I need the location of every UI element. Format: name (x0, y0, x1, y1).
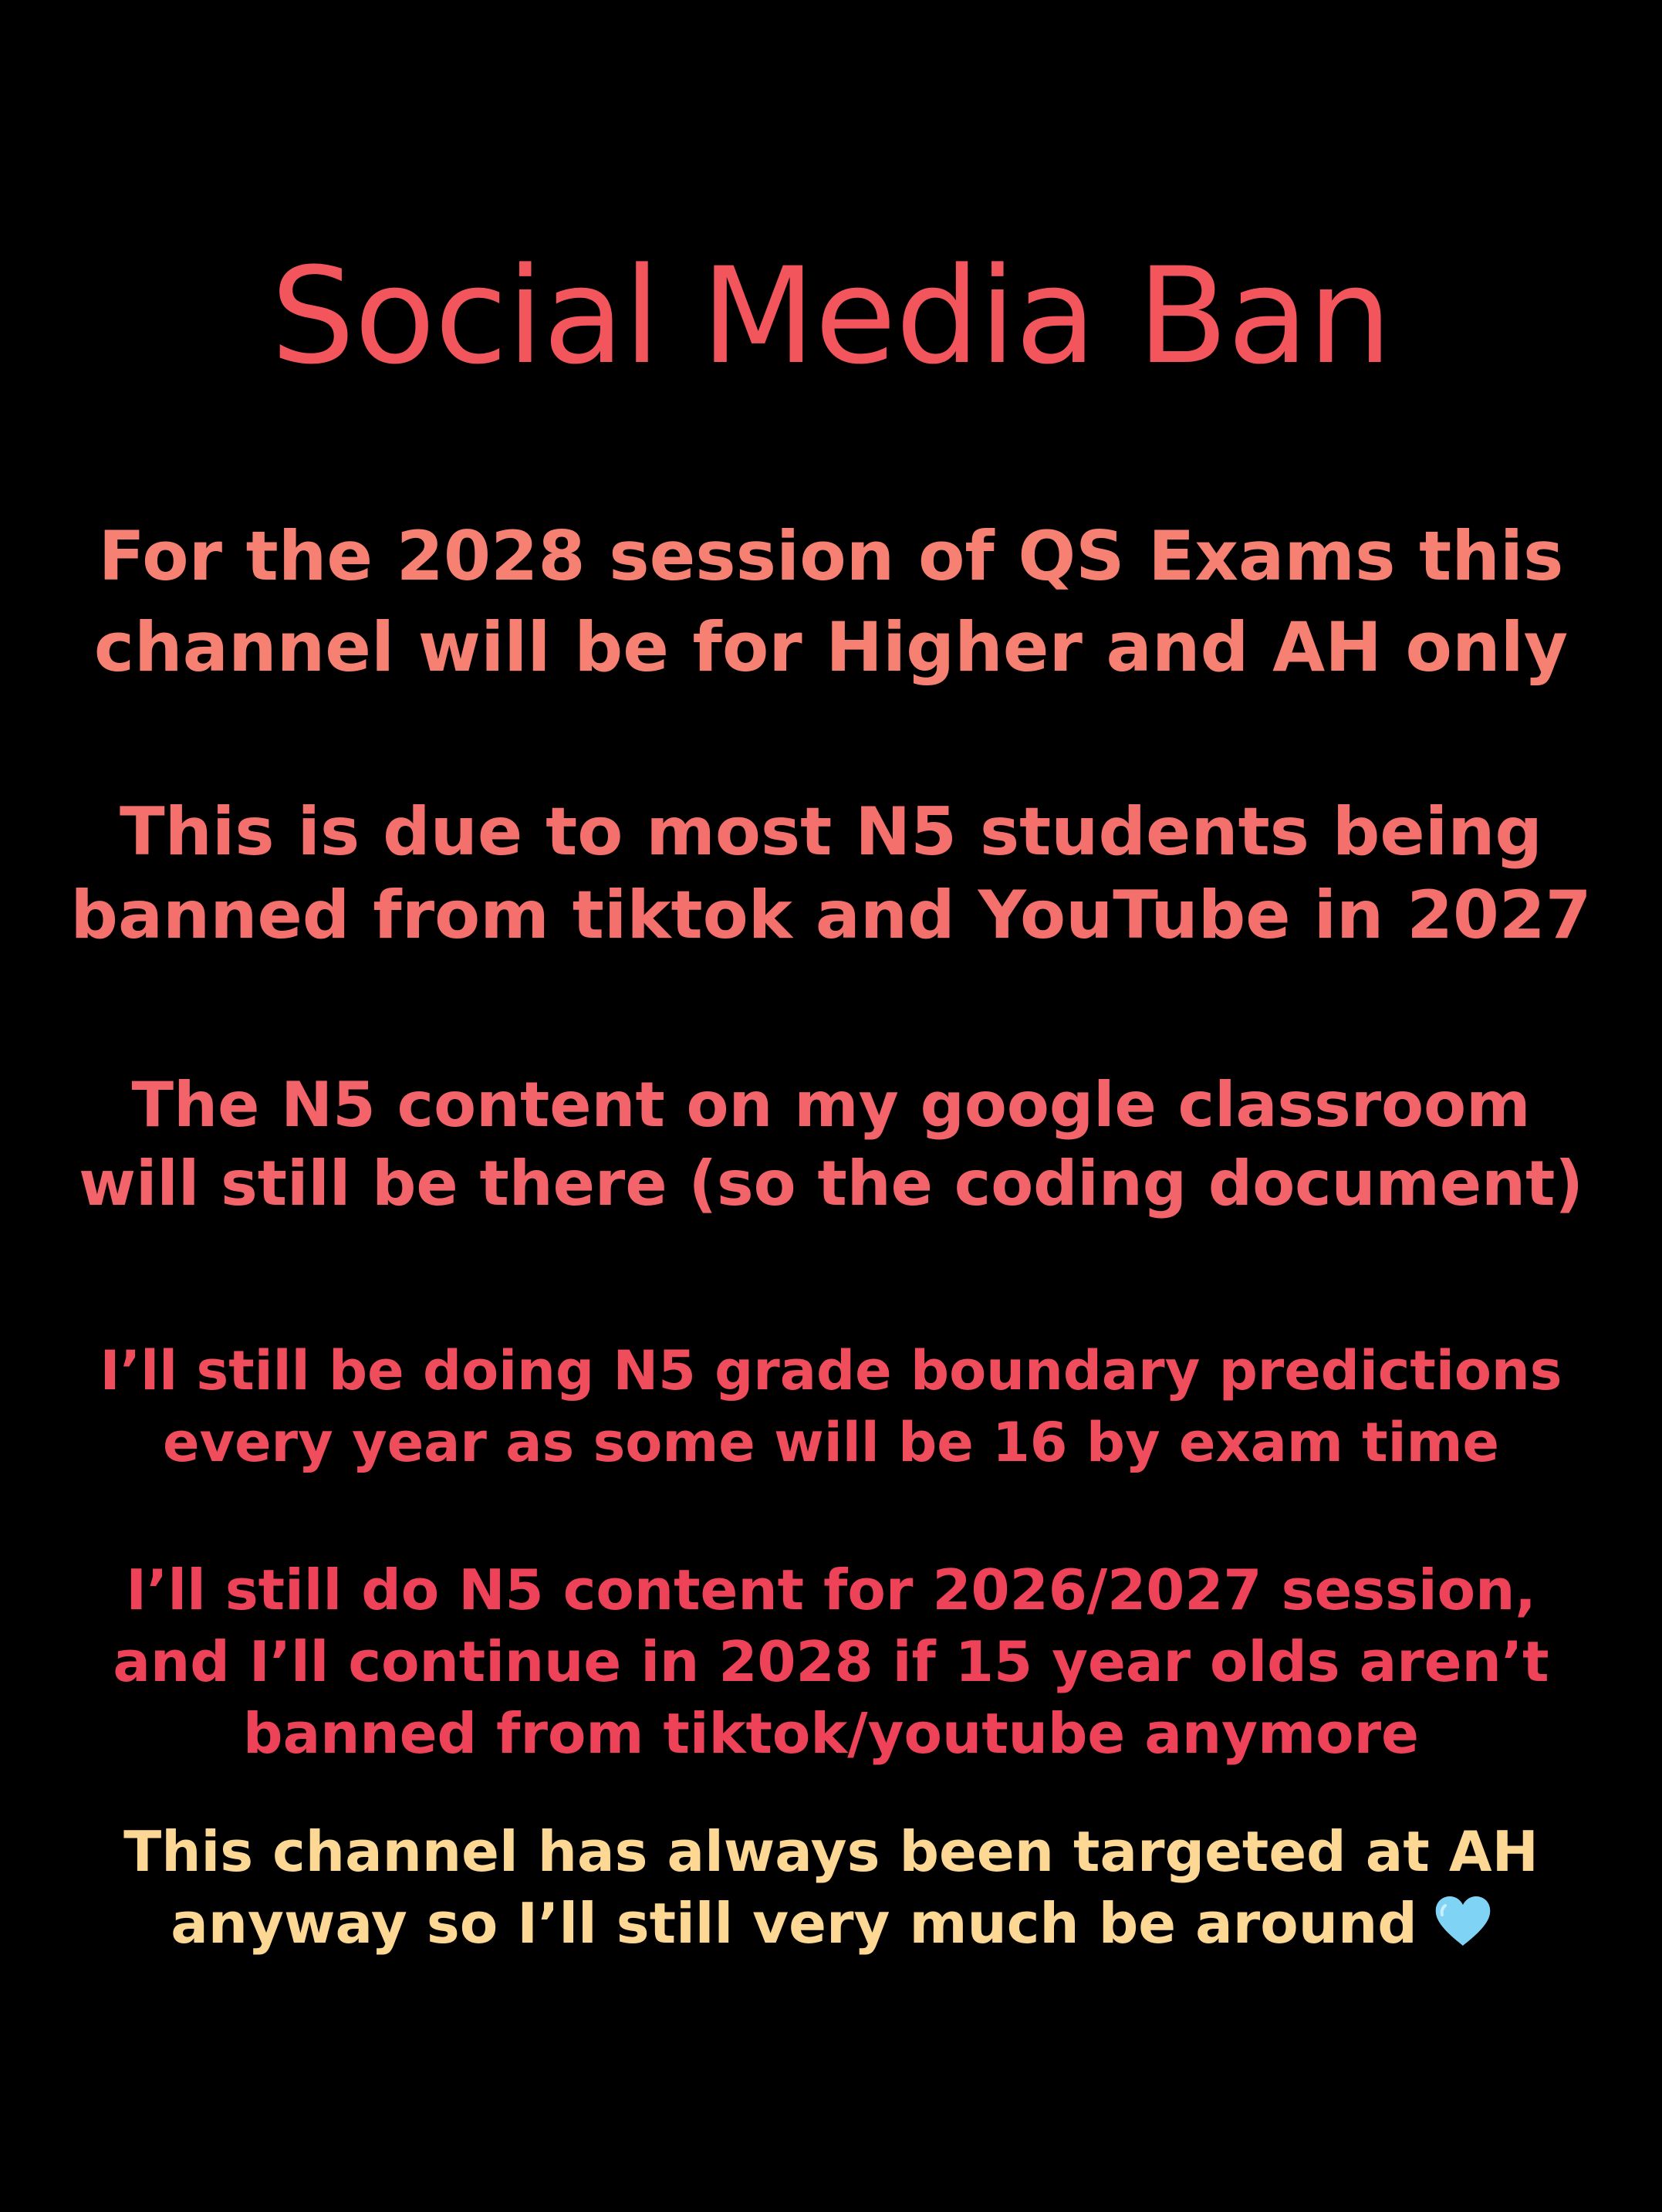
page-title: Social Media Ban (270, 238, 1392, 394)
paragraph-5-line-1: I’ll still do N5 content for 2026/2027 session, (126, 1558, 1536, 1622)
paragraph-5-line-2: and I’ll continue in 2028 if 15 year olds aren’t (113, 1629, 1549, 1694)
paragraph-1-line-2: channel will be for Higher and AH only (93, 607, 1569, 687)
paragraph-6-line-1: This channel has always been targeted at AH (123, 1819, 1539, 1884)
paragraph-4-line-1: I’ll still be doing N5 grade boundary predictions (100, 1339, 1562, 1402)
paragraph-6-line-2 (0, 1887, 1662, 1960)
paragraph-3-line-1: The N5 content on my google classroom (131, 1069, 1531, 1141)
paragraph-1-line-1: For the 2028 session of QS Exams this (98, 516, 1564, 596)
paragraph-6-line-2-text: anyway so I’ll still very much be around (171, 1891, 1417, 1956)
paragraph-2-line-1: This is due to most N5 students being (119, 793, 1542, 871)
paragraph-3-line-2: will still be there (so the coding document) (79, 1148, 1583, 1219)
paragraph-2-line-2: banned from tiktok and YouTube in 2027 (70, 877, 1592, 954)
light-blue-heart-icon (1434, 1892, 1491, 1943)
paragraph-5-line-3: banned from tiktok/youtube anymore (243, 1701, 1419, 1766)
paragraph-4-line-2: every year as some will be 16 by exam time (162, 1411, 1500, 1474)
